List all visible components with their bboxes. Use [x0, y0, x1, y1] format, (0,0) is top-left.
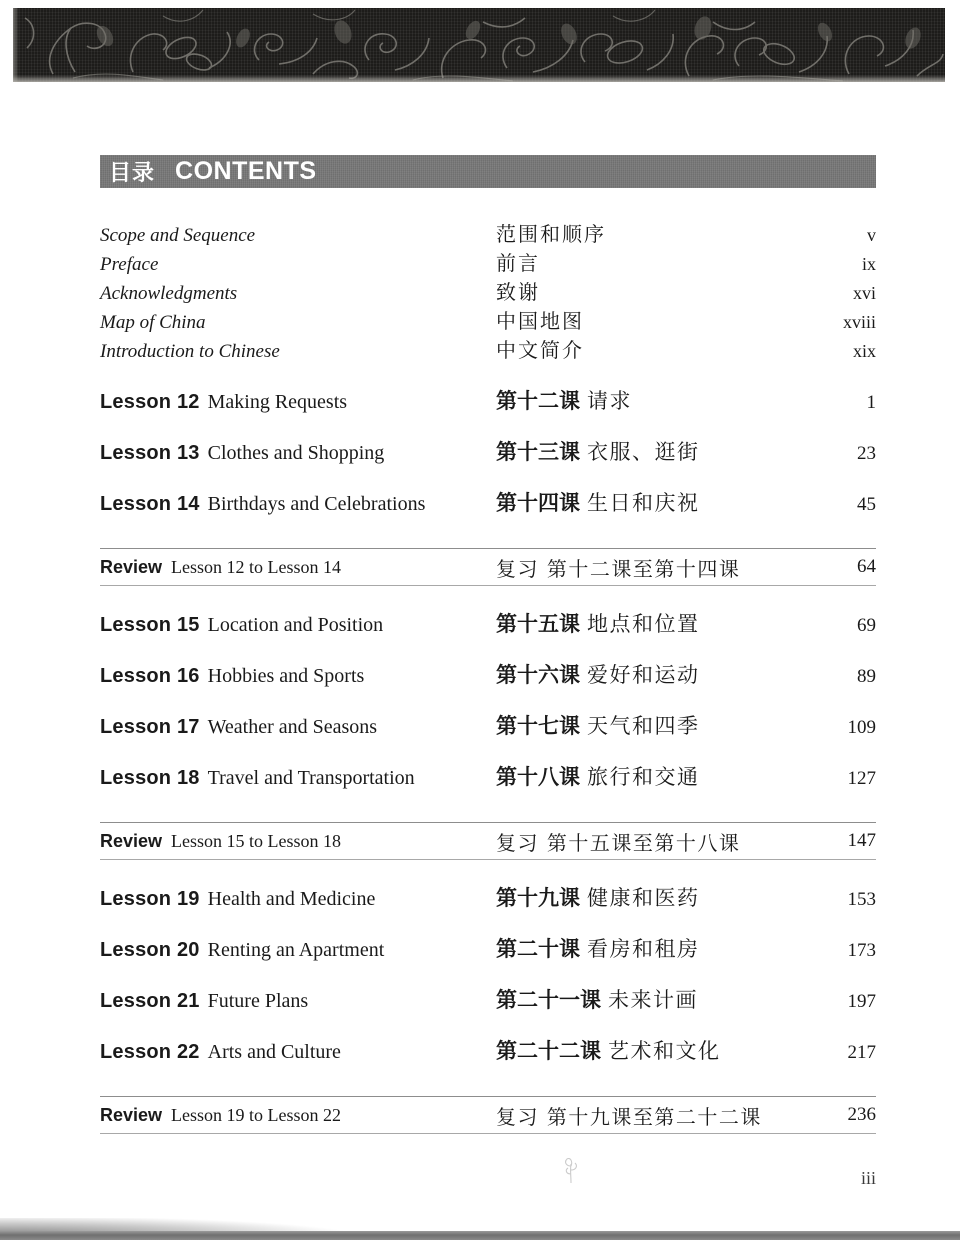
lesson-section [100, 882, 876, 1086]
review-chinese: 复习 第十五课至第十八课 [496, 830, 741, 855]
lesson-row[interactable] [100, 1035, 876, 1086]
front-matter-row[interactable] [100, 247, 876, 276]
lesson-title-chinese: 天气和四季 [587, 714, 700, 738]
lesson-chinese [496, 710, 796, 740]
lesson-number-label-chinese: 第十二课 [496, 389, 580, 413]
lesson-row[interactable] [100, 761, 876, 812]
lesson-row[interactable] [100, 933, 876, 984]
lesson-row[interactable] [100, 659, 876, 710]
lesson-title: Health and Medicine [207, 888, 376, 910]
review-english [100, 557, 496, 578]
lesson-number-label-chinese: 第二十课 [496, 937, 580, 961]
lesson-page: 153 [847, 889, 876, 910]
lesson-title-chinese: 健康和医药 [587, 886, 700, 910]
lesson-chinese [496, 487, 796, 517]
lesson-number-label: Lesson 21 [100, 990, 200, 1012]
lesson-number-label-chinese: 第十七课 [496, 714, 580, 738]
lesson-english [100, 442, 496, 465]
front-matter-row[interactable] [100, 334, 876, 363]
lesson-title: Weather and Seasons [207, 716, 378, 738]
lesson-row[interactable] [100, 385, 876, 436]
lesson-english [100, 767, 496, 790]
table-of-contents [100, 218, 876, 1144]
lesson-number-label: Lesson 22 [100, 1041, 200, 1063]
lesson-page: 45 [857, 494, 876, 515]
front-matter-page: v [867, 225, 876, 245]
lesson-chinese [496, 933, 796, 963]
contents-title-chinese: 目录 [109, 161, 156, 186]
lesson-title-chinese: 看房和租房 [587, 937, 700, 961]
lesson-page: 109 [847, 717, 876, 738]
lesson-page: 69 [857, 615, 876, 636]
lesson-title-chinese: 艺术和文化 [608, 1039, 721, 1063]
review-chinese: 复习 第十九课至第二十二课 [496, 1104, 762, 1129]
contents-header-bar [100, 155, 876, 188]
lesson-page: 197 [847, 991, 876, 1012]
lesson-english [100, 716, 496, 739]
lesson-number-label-chinese: 第十九课 [496, 886, 580, 910]
lesson-english [100, 888, 496, 911]
front-matter-list [100, 218, 876, 363]
review-row[interactable] [100, 548, 876, 586]
page-number: iii [860, 1168, 876, 1188]
review-page: 64 [857, 556, 876, 577]
lesson-english [100, 391, 496, 414]
lesson-english [100, 990, 496, 1013]
review-range: Lesson 15 to Lesson 18 [171, 830, 342, 851]
lesson-number-label-chinese: 第十八课 [496, 765, 580, 789]
lesson-chinese [496, 882, 796, 912]
front-matter-english: Scope and Sequence [100, 225, 256, 246]
lesson-page: 1 [866, 392, 876, 413]
review-english [100, 1105, 496, 1126]
lesson-number-label: Lesson 13 [100, 442, 200, 464]
bottom-gray-band [0, 1231, 960, 1240]
lesson-number-label-chinese: 第十三课 [496, 440, 580, 464]
floral-ornament-icon [562, 1158, 580, 1184]
lesson-chinese [496, 761, 796, 791]
lesson-page: 173 [847, 940, 876, 961]
front-matter-chinese: 中文简介 [496, 338, 584, 362]
front-matter-page: ix [861, 254, 876, 274]
lesson-title-chinese: 衣服、逛街 [587, 440, 700, 464]
brocade-motif [13, 8, 945, 82]
review-page: 236 [847, 1104, 876, 1125]
lesson-chinese [496, 436, 796, 466]
lesson-number-label-chinese: 第二十二课 [496, 1039, 601, 1063]
lesson-title-chinese: 未来计画 [608, 988, 698, 1012]
front-matter-chinese: 前言 [496, 251, 540, 275]
lesson-chinese [496, 984, 796, 1014]
lesson-title: Arts and Culture [207, 1041, 341, 1063]
lesson-title: Location and Position [207, 614, 384, 636]
lesson-title: Travel and Transportation [207, 767, 415, 789]
lesson-chinese [496, 385, 796, 415]
review-chinese: 复习 第十二课至第十四课 [496, 556, 741, 581]
banner-bottom-fade [13, 75, 945, 82]
page-bottom-edge-shadow [0, 1218, 960, 1242]
lesson-page: 89 [857, 666, 876, 687]
lesson-number-label-chinese: 第十六课 [496, 663, 580, 687]
front-matter-english: Introduction to Chinese [100, 341, 280, 362]
lesson-number-label: Lesson 18 [100, 767, 200, 789]
lesson-page: 23 [857, 443, 876, 464]
front-matter-english: Preface [100, 254, 159, 275]
lesson-number-label: Lesson 16 [100, 665, 200, 687]
lesson-number-label-chinese: 第十五课 [496, 612, 580, 636]
lesson-row[interactable] [100, 882, 876, 933]
banner-left-fade [13, 8, 19, 82]
lesson-title: Making Requests [207, 391, 348, 413]
lesson-number-label: Lesson 17 [100, 716, 200, 738]
lesson-title: Hobbies and Sports [207, 665, 365, 687]
front-matter-page: xvi [852, 283, 876, 303]
lesson-english [100, 614, 496, 637]
lesson-english [100, 665, 496, 688]
lesson-row[interactable] [100, 608, 876, 659]
decorative-brocade-banner [13, 8, 945, 82]
review-page: 147 [847, 830, 876, 851]
review-label: Review [100, 1104, 163, 1125]
lesson-number-label: Lesson 19 [100, 888, 200, 910]
lesson-section [100, 385, 876, 538]
lesson-row[interactable] [100, 710, 876, 761]
lesson-section [100, 608, 876, 812]
contents-title-english: CONTENTS [175, 157, 317, 185]
lesson-row[interactable] [100, 487, 876, 538]
lesson-title-chinese: 旅行和交通 [587, 765, 700, 789]
lesson-title-chinese: 生日和庆祝 [587, 491, 700, 515]
lesson-number-label: Lesson 14 [100, 493, 200, 515]
lesson-title-chinese: 地点和位置 [587, 612, 700, 636]
review-english [100, 831, 496, 852]
review-range: Lesson 12 to Lesson 14 [171, 556, 342, 577]
lesson-title: Clothes and Shopping [207, 442, 385, 464]
lesson-english [100, 1041, 496, 1064]
review-range: Lesson 19 to Lesson 22 [171, 1104, 342, 1125]
lesson-number-label-chinese: 第二十一课 [496, 988, 601, 1012]
front-matter-row[interactable] [100, 218, 876, 247]
front-matter-english: Acknowledgments [100, 283, 238, 304]
review-row[interactable] [100, 1096, 876, 1134]
lesson-title: Future Plans [207, 990, 309, 1012]
lesson-number-label: Lesson 12 [100, 391, 200, 413]
review-label: Review [100, 830, 163, 851]
lesson-row[interactable] [100, 984, 876, 1035]
lesson-title: Renting an Apartment [207, 939, 385, 961]
front-matter-chinese: 中国地图 [496, 309, 584, 333]
lesson-chinese [496, 659, 796, 689]
lesson-title: Birthdays and Celebrations [207, 493, 426, 515]
front-matter-page: xix [852, 341, 876, 361]
front-matter-chinese: 范围和顺序 [496, 222, 606, 246]
lesson-english [100, 939, 496, 962]
lesson-title-chinese: 爱好和运动 [587, 663, 700, 687]
lesson-number-label: Lesson 15 [100, 614, 200, 636]
front-matter-page: xviii [842, 312, 876, 332]
lesson-page: 127 [847, 768, 876, 789]
review-row[interactable] [100, 822, 876, 860]
lesson-page: 217 [847, 1042, 876, 1063]
front-matter-row[interactable] [100, 305, 876, 334]
review-label: Review [100, 556, 163, 577]
lesson-chinese [496, 608, 796, 638]
front-matter-english: Map of China [100, 312, 206, 333]
lesson-row[interactable] [100, 436, 876, 487]
lesson-number-label: Lesson 20 [100, 939, 200, 961]
lesson-english [100, 493, 496, 516]
front-matter-chinese: 致谢 [496, 280, 540, 304]
lesson-chinese [496, 1035, 796, 1065]
front-matter-row[interactable] [100, 276, 876, 305]
lesson-title-chinese: 请求 [587, 389, 632, 413]
lesson-number-label-chinese: 第十四课 [496, 491, 580, 515]
